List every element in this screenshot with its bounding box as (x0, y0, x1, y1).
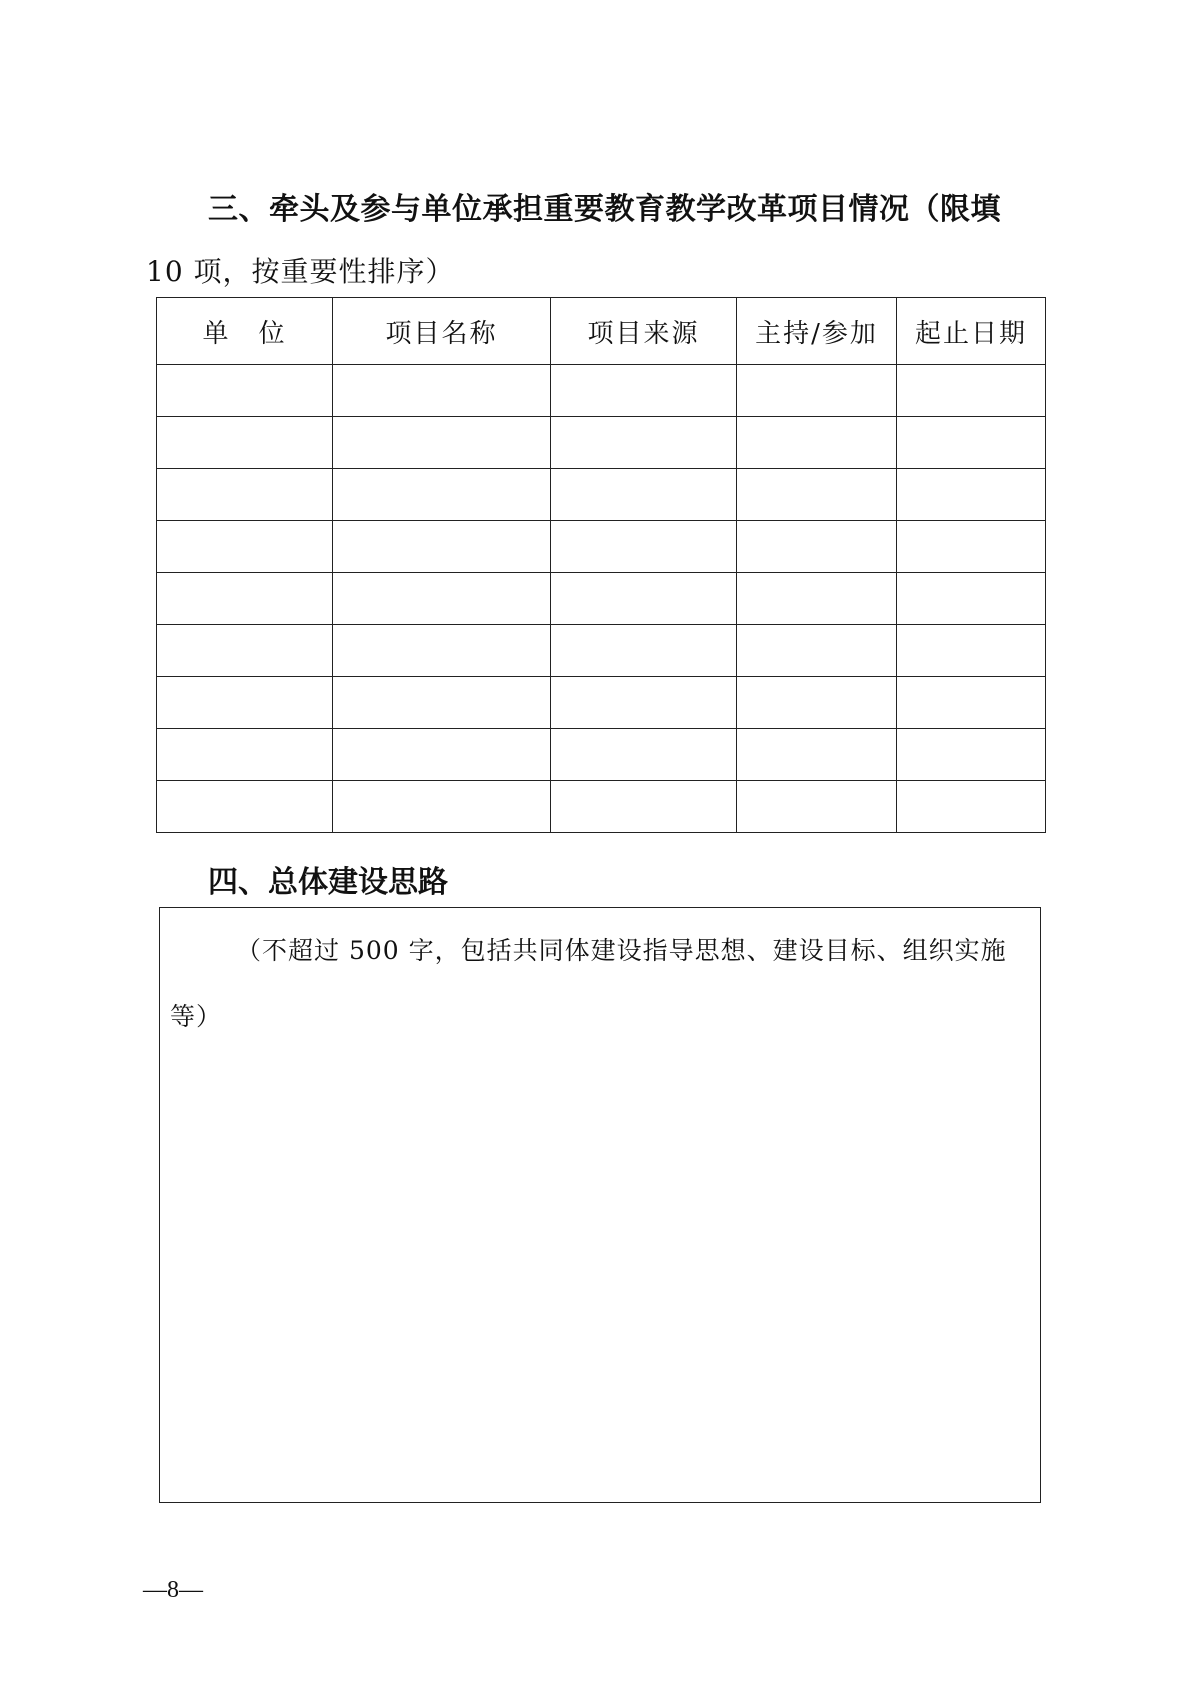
table-cell[interactable] (737, 365, 897, 417)
table-cell[interactable] (897, 729, 1046, 781)
table-cell[interactable] (737, 677, 897, 729)
table-cell[interactable] (897, 521, 1046, 573)
table-cell[interactable] (551, 469, 737, 521)
table-cell[interactable] (737, 521, 897, 573)
table-cell[interactable] (551, 573, 737, 625)
table-cell[interactable] (897, 417, 1046, 469)
table-cell[interactable] (737, 729, 897, 781)
table-cell[interactable] (737, 625, 897, 677)
table-row (157, 677, 1046, 729)
section-3-title: 三、牵头及参与单位承担重要教育教学改革项目情况（限填 (208, 192, 1001, 227)
table-cell[interactable] (737, 781, 897, 833)
table-cell[interactable] (157, 677, 333, 729)
table-cell[interactable] (551, 521, 737, 573)
table-row (157, 729, 1046, 781)
table-cell[interactable] (897, 573, 1046, 625)
table-cell[interactable] (897, 625, 1046, 677)
table-cell[interactable] (157, 417, 333, 469)
section-4-title: 四、总体建设思路 (208, 865, 448, 900)
table-cell[interactable] (551, 677, 737, 729)
table-cell[interactable] (157, 469, 333, 521)
table-cell[interactable] (333, 469, 551, 521)
table-cell[interactable] (157, 781, 333, 833)
table-cell[interactable] (551, 625, 737, 677)
table-row (157, 573, 1046, 625)
construction-approach-box[interactable] (159, 907, 1041, 1503)
header-project-source: 项目来源 (551, 298, 737, 365)
table-cell[interactable] (737, 417, 897, 469)
table-cell[interactable] (157, 729, 333, 781)
table-cell[interactable] (333, 781, 551, 833)
table-cell[interactable] (333, 521, 551, 573)
header-role: 主持/参加 (737, 298, 897, 365)
table-row (157, 625, 1046, 677)
table-cell[interactable] (333, 573, 551, 625)
table-cell[interactable] (737, 469, 897, 521)
table-cell[interactable] (897, 677, 1046, 729)
header-project-name: 项目名称 (333, 298, 551, 365)
table-header-row (157, 298, 1046, 365)
table-row (157, 469, 1046, 521)
header-date-range: 起止日期 (897, 298, 1046, 365)
table-cell[interactable] (551, 729, 737, 781)
table-cell[interactable] (551, 365, 737, 417)
projects-table (156, 297, 1046, 833)
table-cell[interactable] (157, 625, 333, 677)
table-cell[interactable] (333, 677, 551, 729)
table-cell[interactable] (897, 469, 1046, 521)
construction-approach-hint: （不超过 500 字，包括共同体建设指导思想、建设目标、组织实施等） (170, 936, 1007, 1031)
table-cell[interactable] (333, 417, 551, 469)
table-cell[interactable] (897, 365, 1046, 417)
page-number: —8— (143, 1577, 203, 1603)
table-cell[interactable] (157, 521, 333, 573)
projects-table-body (157, 365, 1046, 833)
table-row (157, 521, 1046, 573)
table-row (157, 417, 1046, 469)
table-cell[interactable] (551, 417, 737, 469)
table-cell[interactable] (333, 625, 551, 677)
table-cell[interactable] (333, 729, 551, 781)
table-cell[interactable] (897, 781, 1046, 833)
section-3-title-continued: 10 项，按重要性排序） (146, 255, 455, 288)
table-cell[interactable] (157, 573, 333, 625)
header-unit: 单 位 (157, 298, 333, 365)
table-row (157, 781, 1046, 833)
table-cell[interactable] (157, 365, 333, 417)
table-cell[interactable] (737, 573, 897, 625)
table-cell[interactable] (333, 365, 551, 417)
table-row (157, 365, 1046, 417)
table-cell[interactable] (551, 781, 737, 833)
